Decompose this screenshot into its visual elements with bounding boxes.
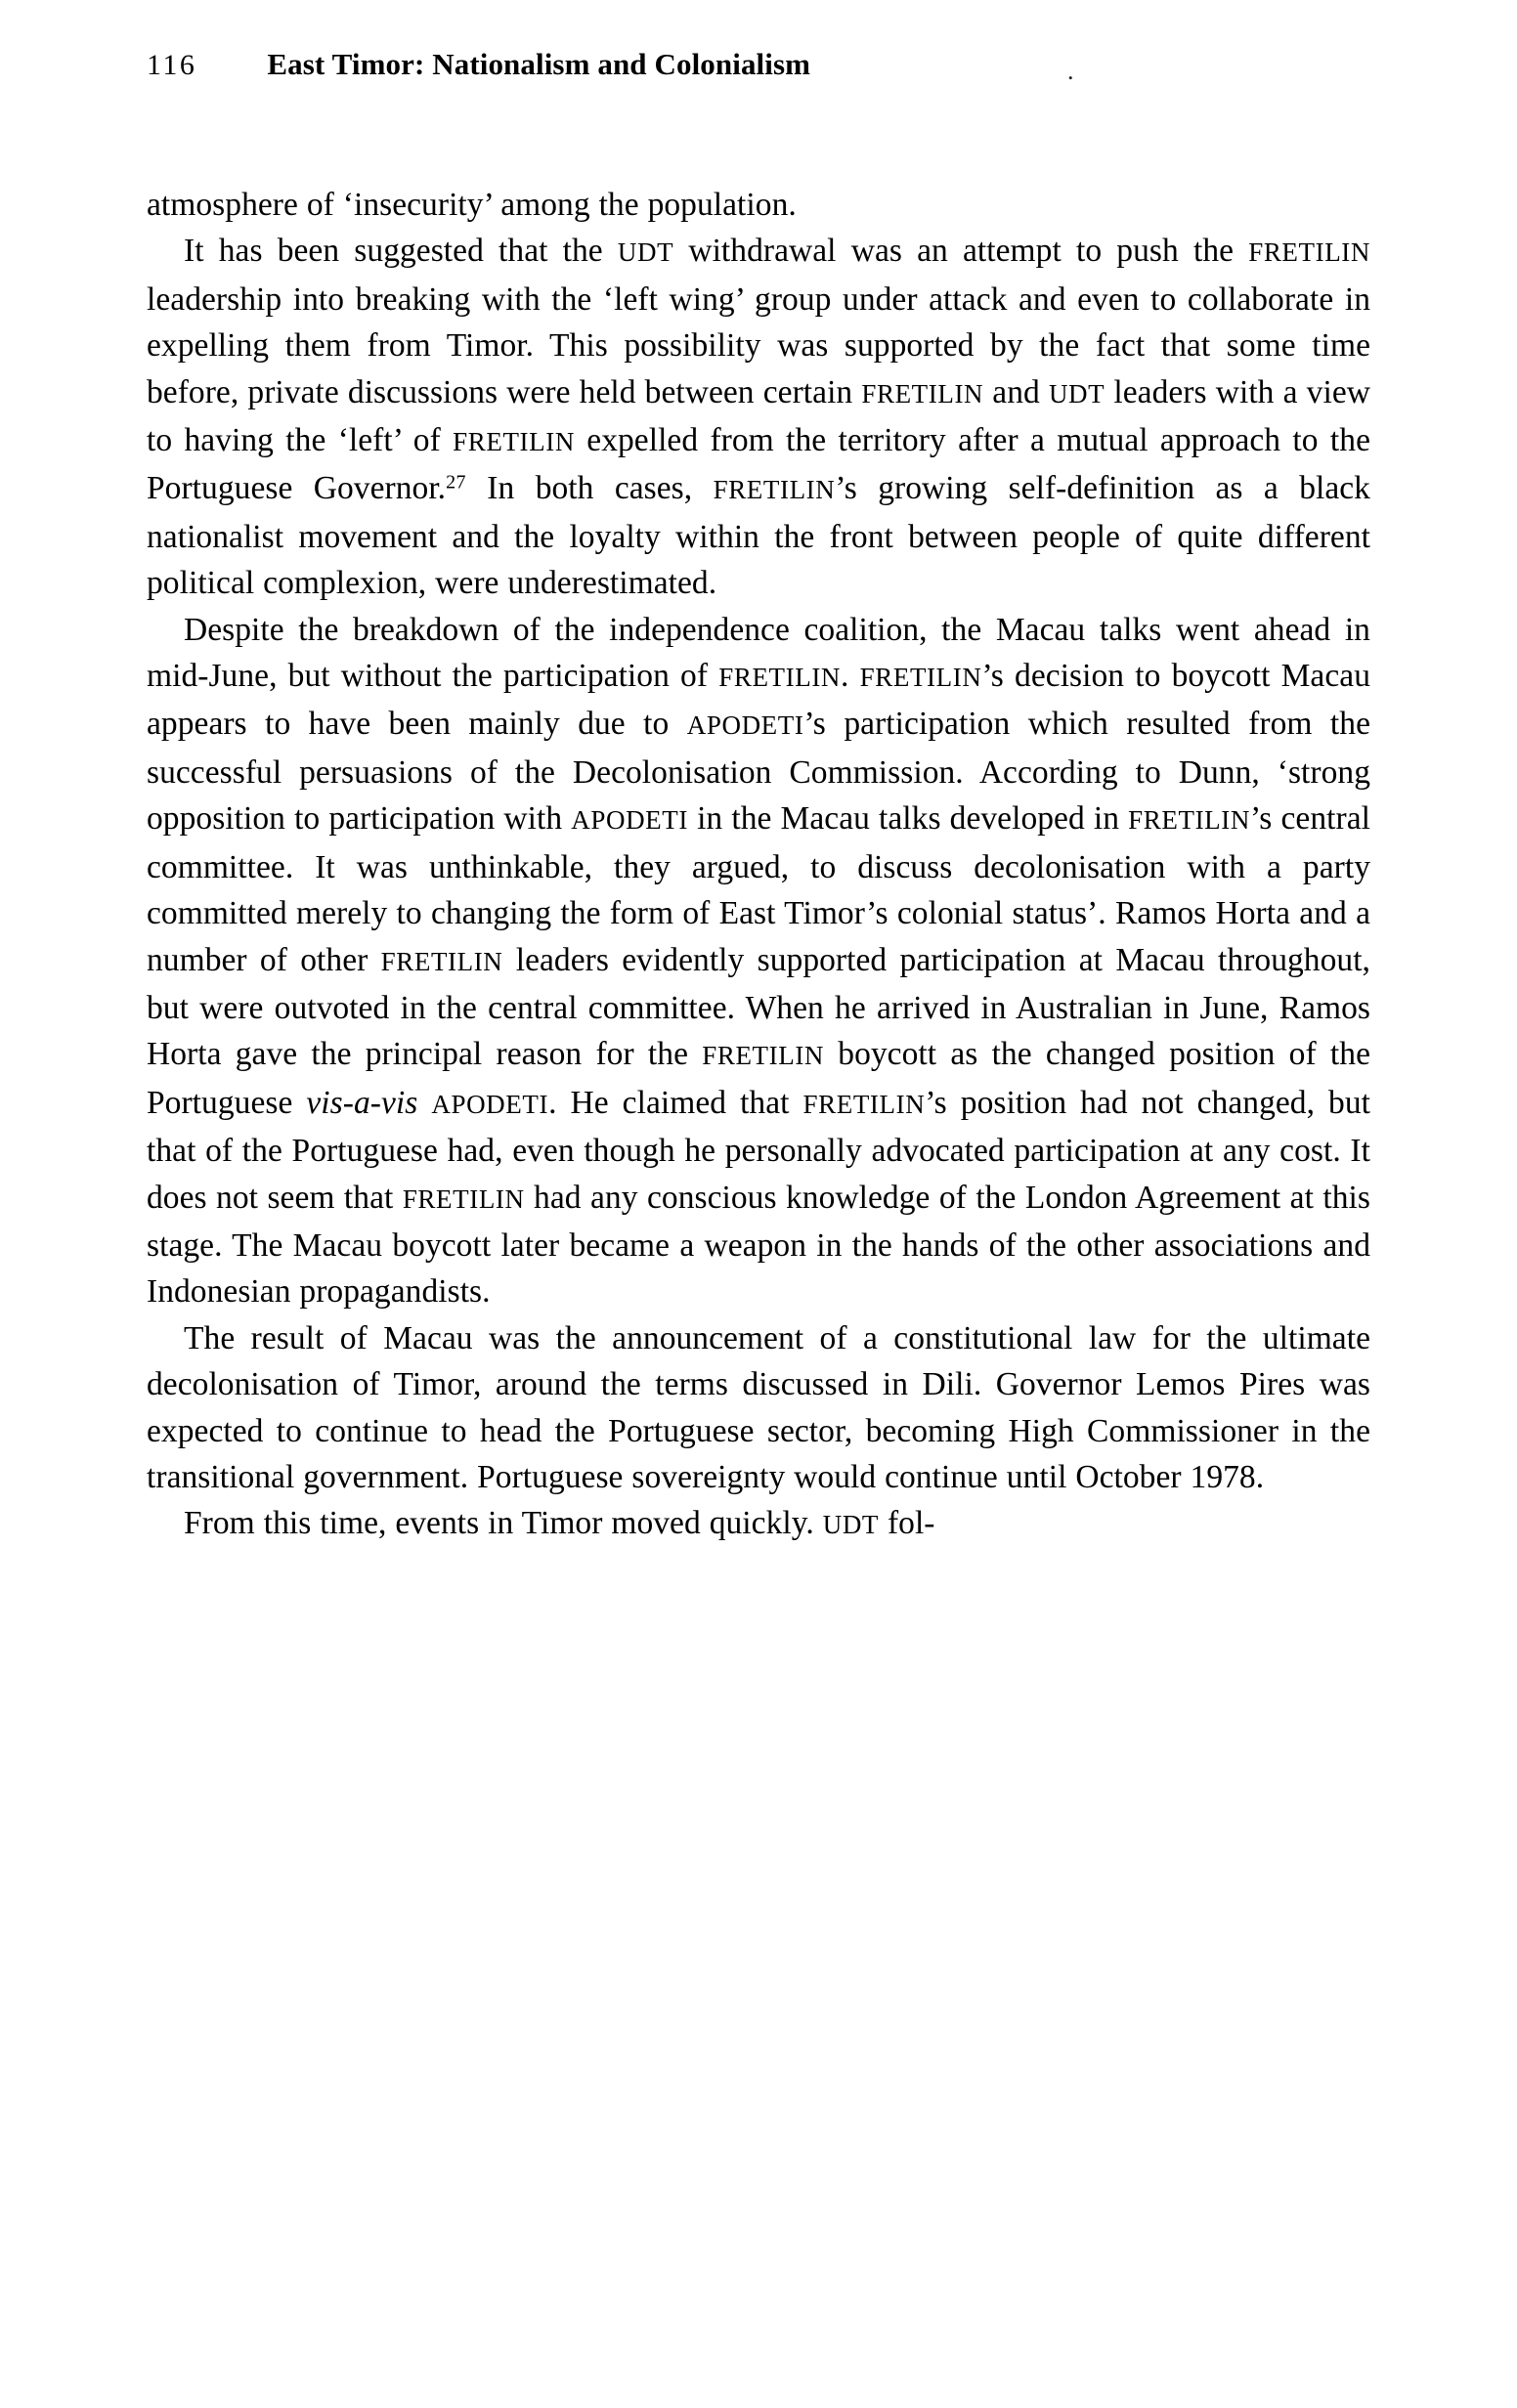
paragraph-5 — [147, 1500, 1370, 1548]
text-run: From this time, events in Timor moved quickly. — [184, 1505, 823, 1542]
acronym-udt: UDT — [617, 237, 674, 268]
text-run: It has been suggested that the — [184, 233, 618, 270]
text-run: withdrawal was an attempt to push the — [673, 233, 1249, 270]
acronym-apodeti: APODETI — [431, 1089, 549, 1119]
paragraph-3 — [147, 607, 1370, 1315]
text-run: and — [983, 373, 1049, 410]
acronym-fretilin: FRETILIN — [1248, 237, 1370, 268]
text-run: In both cases, — [465, 470, 714, 507]
acronym-fretilin: FRETILIN — [453, 427, 575, 457]
text-run: leaders evidently supported participation at Macau throughout, but were outvoted in the central committee. When he arrived in Australian in June, Ramos Horta gave the principal reason for the — [147, 941, 1370, 1073]
acronym-fretilin: FRETILIN — [1128, 805, 1250, 836]
paragraph-1 — [147, 182, 1370, 228]
acronym-udt: UDT — [822, 1510, 880, 1540]
acronym-fretilin: FRETILIN — [380, 946, 503, 976]
footnote-reference: 27 — [446, 472, 466, 494]
acronym-fretilin: FRETILIN — [802, 1089, 926, 1119]
text-run: leadership into breaking with the ‘left wing’ group under attack and even to collaborate in expelling them from Timor. This possibility was supported by the fact that some time before, private discussions were held between certain — [147, 280, 1370, 410]
text-run: expelled from the territory after a mutual approach to the Portuguese Governor. — [147, 422, 1370, 507]
text-run: had any conscious knowledge of the London Agreement at this stage. The Macau boycott later became a weapon in the hands of the other associations and Indonesian propagandists. — [147, 1179, 1370, 1311]
text-run: . He claimed that — [548, 1084, 803, 1121]
acronym-fretilin: FRETILIN — [861, 378, 984, 408]
text-block — [147, 182, 1370, 1549]
text-run: ’s central committee. It was unthinkable, they argued, to discuss decolonisation with a party committed merely to changing the form of East Timor’s colonial status’. Ramos Horta and a number of other — [147, 800, 1370, 978]
text-run — [417, 1085, 431, 1121]
italic-term-vis-a-vis: vis-a-vis — [306, 1084, 418, 1121]
text-run: ’s growing self-definition as a black nationalist movement and the loyalty within the front between people of quite different political complexion, were underestimated. — [147, 470, 1370, 602]
acronym-fretilin: FRETILIN — [702, 1041, 825, 1071]
header-edge-mark: . — [1067, 57, 1074, 85]
text-run: in the Macau talks developed in — [687, 800, 1129, 838]
text-run: The result of Macau was the announcement of a constitutional law for the ultimate decolonisation of Timor, around the terms discussed in Dili. Governor Lemos Pires was expected to continue to head the Portuguese sector, becoming High Commissioner in the transitional government. Portuguese sovereignty would continue until October 1978. — [147, 1319, 1370, 1495]
text-run: leaders with a view to having the ‘left’ of — [147, 373, 1370, 459]
acronym-fretilin: FRETILIN — [713, 475, 836, 505]
text-run: . — [841, 658, 860, 695]
acronym-fretilin: FRETILIN — [859, 663, 982, 693]
paragraph-4 — [147, 1315, 1370, 1501]
running-title: East Timor: Nationalism and Colonialism — [267, 47, 811, 81]
page-number: 116 — [147, 49, 197, 81]
text-run: Despite the breakdown of the independence coalition, the Macau talks went ahead in mid-June, but without the participation of — [147, 611, 1370, 695]
text-run: ’s decision to boycott Macau appears to have been mainly due to — [147, 658, 1370, 743]
acronym-fretilin: FRETILIN — [402, 1183, 525, 1214]
running-header — [147, 47, 1368, 92]
text-run: ’s position had not changed, but that of the Portuguese had, even though he personally advocated participation at any cost. It does not seem that — [147, 1084, 1370, 1216]
text-run: boycott as the changed position of the Portuguese — [147, 1036, 1370, 1121]
paragraph-2 — [147, 228, 1370, 606]
text-run: atmosphere of ‘insecurity’ among the population. — [147, 187, 797, 223]
text-run: fol- — [879, 1505, 935, 1542]
acronym-apodeti: APODETI — [571, 805, 688, 836]
text-run: ’s participation which resulted from the successful persuasions of the Decolonisation Commission. According to Dunn, ‘strong opposition to participation with — [147, 706, 1370, 838]
acronym-fretilin: FRETILIN — [718, 663, 842, 693]
acronym-udt: UDT — [1048, 378, 1105, 408]
acronym-apodeti: APODETI — [686, 710, 804, 741]
